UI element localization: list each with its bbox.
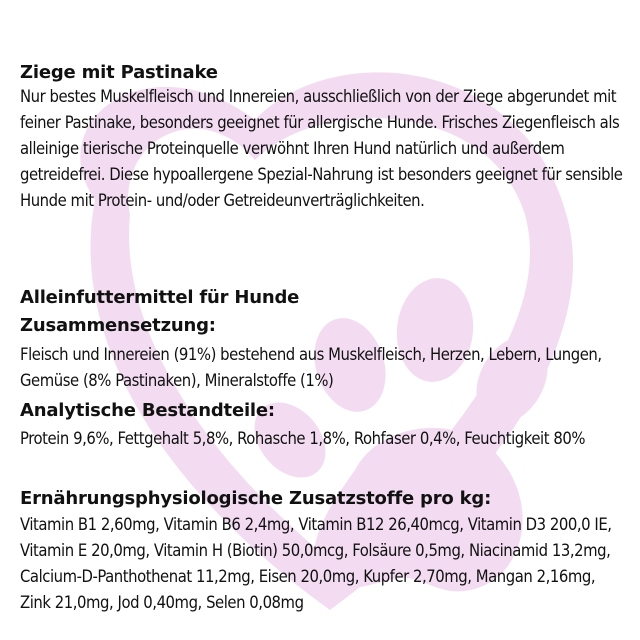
nutritional-additives-text: Vitamin B1 2,60mg, Vitamin B6 2,4mg, Vitamin B12 26,40mcg, Vitamin D3 200,0 IE, Vitamin E 20,0mg, Vitamin H (Biotin) 50,0mcg, Folsäure 0,5mg, Niacinamid 13,2mg, Calcium-D-Panthothenat 11,2mg, Eisen 20,0mg, Kupfer 2,70mg, Mangan 2,16mg, Zink 21,0mg, Jod 0,40mg, Selen 0,08mg [20, 515, 612, 612]
product-type-heading: Alleinfuttermittel für Hunde [20, 287, 300, 308]
product-title: Ziege mit Pastinake [20, 62, 218, 83]
product-description: Nur bestes Muskelfleisch und Innereien, ausschließlich von der Ziege abgerundet mit feiner Pastinake, besonders geeignet für allergische Hunde. Frisches Ziegenfleisch als alleinige tierische Proteinquelle verwöhnt Ihren Hund natürlich und außerdem getreidefrei. Diese hypoallergene Spezial-Nahrung ist besonders geeignet für sensible Hunde mit Protein- und/oder Getreideunverträglichkeiten. [20, 87, 623, 210]
nutritional-additives-heading: Ernährungsphysiologische Zusatzstoffe pro kg: [20, 488, 492, 509]
analytical-constituents-text: Protein 9,6%, Fettgehalt 5,8%, Rohasche 1,8%, Rohfaser 0,4%, Feuchtigkeit 80% [20, 429, 585, 448]
composition-text: Fleisch und Innereien (91%) bestehend aus Muskelfleisch, Herzen, Lebern, Lungen, Gemüse (8% Pastinaken), Mineralstoffe (1%) [20, 345, 602, 390]
analytical-constituents-heading: Analytische Bestandteile: [20, 400, 275, 421]
composition-heading: Zusammensetzung: [20, 315, 216, 336]
